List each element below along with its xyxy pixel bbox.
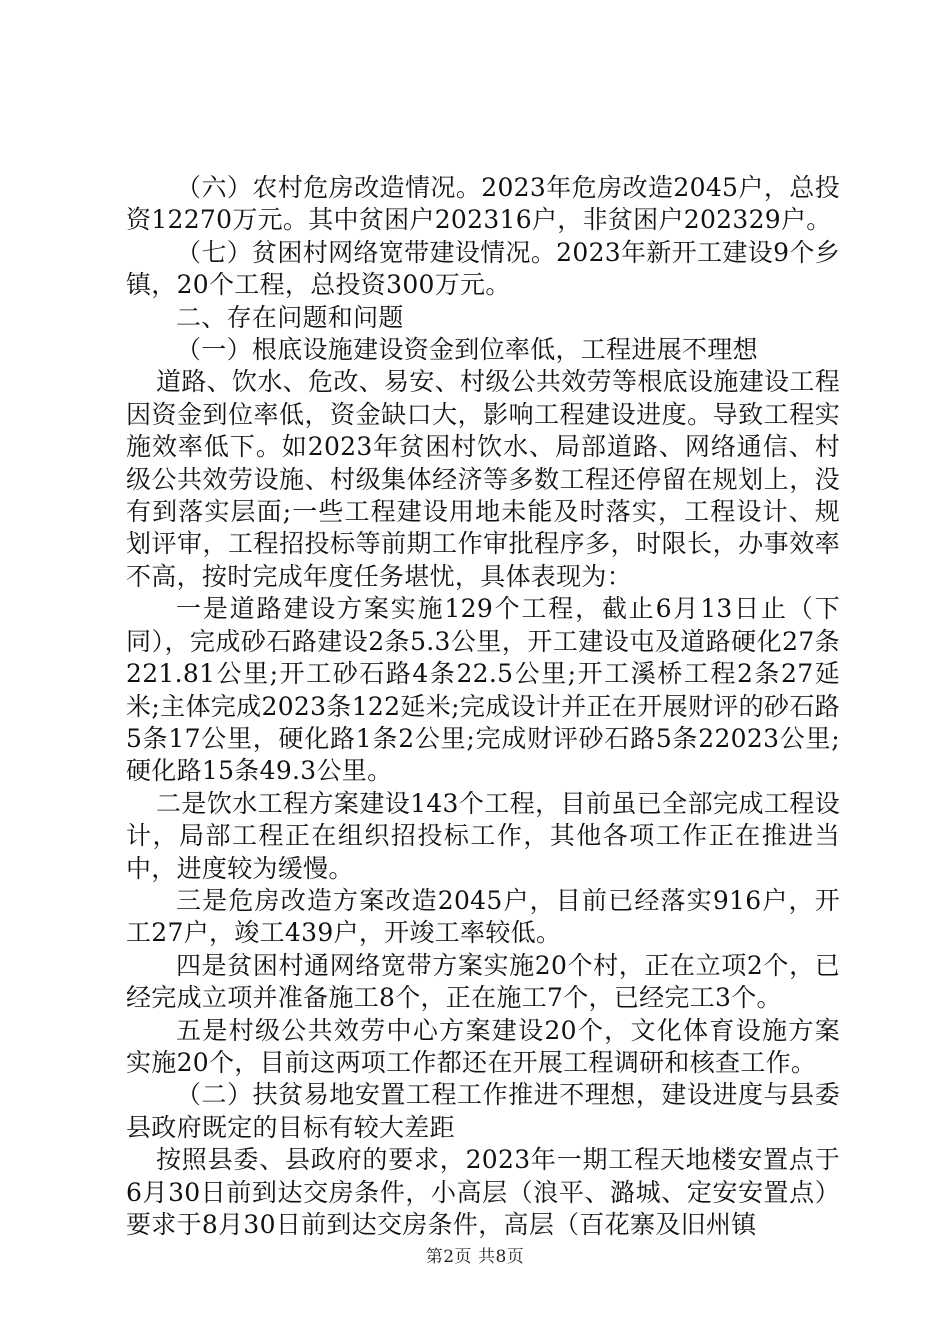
document-body [126, 172, 840, 1241]
paragraph-public-service-center: 五是村级公共效劳中心方案建设20个，文化体育设施方案实施20个，目前这两项工作都还在开展工程调研和核查工作。 [126, 1015, 840, 1077]
section-heading-problems: 二、存在问题和问题 [176, 302, 404, 332]
paragraph-infrastructure-details: 道路、饮水、危改、易安、村级公共效劳等根底设施建设工程因资金到位率低，资金缺口大，影响工程建设进度。导致工程实施效率低下。如2023年贫困村饮水、局部道路、网络通信、村级公共效劳设施、村级集体经济等多数工程还停留在规划上，没有到落实层面;一些工程建设用地未能及时落实，工程设计、规划评审，工程招投标等前期工作审批程序多，时限长，办事效率不高，按时完成年度任务堪忧，具体表现为： [126, 367, 840, 591]
paragraph-road-construction: 一是道路建设方案实施129个工程，截止6月13日止（下同），完成砂石路建设2条5.3公里，开工建设屯及道路硬化27条221.81公里;开工砂石路4条22.5公里;开工溪桥工程2条27延米;主体完成2023条122延米;完成设计并正在开展财评的砂石路5条17公里，硬化路1条2公里;完成财评砂石路5条22023公里;硬化路15条49.3公里。 [126, 594, 840, 786]
paragraph-water-project: 二是饮水工程方案建设143个工程，目前虽已全部完成工程设计，局部工程正在组织招投标工作，其他各项工作正在推进当中，进度较为缓慢。 [126, 788, 840, 883]
paragraph-relocation-requirements: 按照县委、县政府的要求，2023年一期工程天地楼安置点于6月30日前到达交房条件，小高层（浪平、潞城、定安安置点）要求于8月30日前到达交房条件，高层（百花寨及旧州镇 [126, 1145, 840, 1239]
paragraph-network-broadband: 四是贫困村通网络宽带方案实施20个村，正在立项2个，已经完成立项并准备施工8个，正在施工7个，已经完工3个。 [126, 950, 840, 1013]
paragraph-broadband: （七）贫困村网络宽带建设情况。2023年新开工建设9个乡镇，20个工程，总投资300万元。 [126, 237, 840, 300]
page-number-footer: 第2页 共8页 [425, 1247, 525, 1267]
paragraph-housing-renovation: 三是危房改造方案改造2045户，目前已经落实916户，开工27户，竣工439户，开竣工率较低。 [126, 885, 840, 948]
paragraph-rural-housing: （六）农村危房改造情况。2023年危房改造2045户，总投资12270万元。其中贫困户202316户，非贫困户202329户。 [126, 173, 840, 235]
subheading-infrastructure-funding: （一）根底设施建设资金到位率低，工程进展不理想 [176, 335, 758, 365]
subheading-relocation: （二）扶贫易地安置工程工作推进不理想，建设进度与县委县政府既定的目标有较大差距 [126, 1080, 840, 1142]
